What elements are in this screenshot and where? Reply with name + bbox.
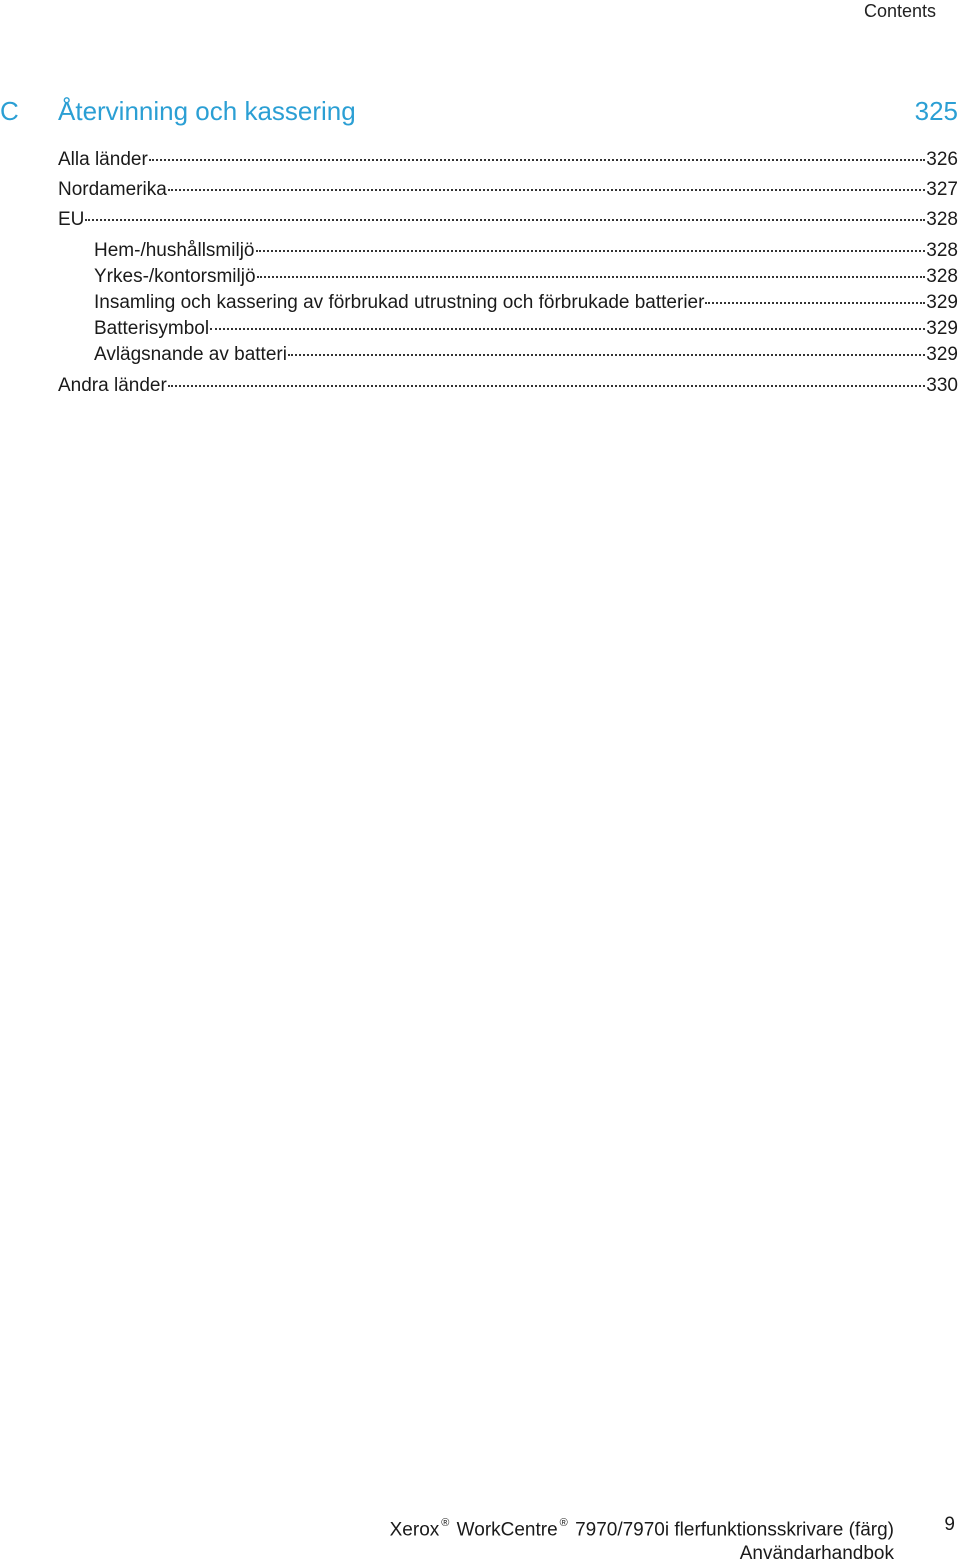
toc-entry-page: 330 bbox=[926, 375, 958, 396]
toc-entry-page: 326 bbox=[926, 149, 958, 170]
chapter-heading[interactable] bbox=[0, 94, 958, 128]
toc-entry-label: Alla länder bbox=[58, 149, 148, 170]
registered-mark: ® bbox=[441, 1517, 450, 1529]
toc-entry-label: Batterisymbol bbox=[94, 318, 210, 339]
toc-entry-page: 329 bbox=[926, 292, 958, 313]
footer-brand: Xerox bbox=[389, 1519, 440, 1541]
toc-entry-label: Yrkes-/kontorsmiljö bbox=[94, 266, 256, 287]
running-header: Contents bbox=[863, 1, 936, 21]
toc-entry-label: Hem-/hushållsmiljö bbox=[94, 240, 255, 261]
dot-leader bbox=[168, 385, 926, 387]
dot-leader bbox=[168, 189, 926, 191]
footer-product-line bbox=[390, 1513, 894, 1542]
toc-entry-nordamerika[interactable] bbox=[58, 177, 958, 203]
toc-entry-page: 328 bbox=[926, 209, 958, 230]
toc-entry-andra-lander[interactable] bbox=[58, 373, 958, 399]
dot-leader bbox=[288, 354, 925, 356]
dot-leader bbox=[85, 219, 925, 221]
footer-model: 7970/7970i flerfunktionsskrivare (färg) bbox=[575, 1519, 894, 1541]
toc-entry-page: 328 bbox=[926, 240, 958, 261]
toc-entry-eu[interactable] bbox=[58, 207, 958, 233]
chapter-page-number: 325 bbox=[914, 96, 958, 126]
registered-mark: ® bbox=[559, 1517, 568, 1529]
dot-leader bbox=[705, 302, 925, 304]
footer-page-number: 9 bbox=[944, 1514, 955, 1535]
dot-leader bbox=[256, 250, 926, 252]
toc-entry-label: Insamling och kassering av förbrukad utrustning och förbrukade batterier bbox=[94, 292, 705, 313]
toc-entry-label: Avlägsnande av batteri bbox=[94, 344, 287, 365]
toc-entry-kontorsmiljo[interactable] bbox=[94, 264, 958, 290]
footer-doc-type: Användarhandbok bbox=[739, 1543, 894, 1565]
toc-entry-page: 329 bbox=[926, 318, 958, 339]
toc-entry-page: 328 bbox=[926, 266, 958, 287]
toc-entry-label: Nordamerika bbox=[58, 179, 167, 200]
toc-entry-alla-lander[interactable] bbox=[58, 147, 958, 173]
chapter-letter: C bbox=[0, 96, 19, 126]
toc-entry-page: 327 bbox=[926, 179, 958, 200]
dot-leader bbox=[210, 328, 925, 330]
toc-entry-batterisymbol[interactable] bbox=[94, 316, 958, 342]
dot-leader bbox=[257, 276, 926, 278]
footer-product: WorkCentre bbox=[456, 1519, 558, 1541]
toc-entry-hemmiljo[interactable] bbox=[94, 238, 958, 264]
toc-entry-avlagsnande[interactable] bbox=[94, 342, 958, 368]
toc-entry-insamling[interactable] bbox=[94, 290, 958, 316]
page-footer bbox=[390, 1513, 894, 1566]
toc-entry-page: 329 bbox=[926, 344, 958, 365]
dot-leader bbox=[149, 159, 926, 161]
chapter-title: Återvinning och kassering bbox=[58, 96, 356, 126]
toc-entry-label: Andra länder bbox=[58, 375, 167, 396]
toc-entry-label: EU bbox=[58, 209, 85, 230]
